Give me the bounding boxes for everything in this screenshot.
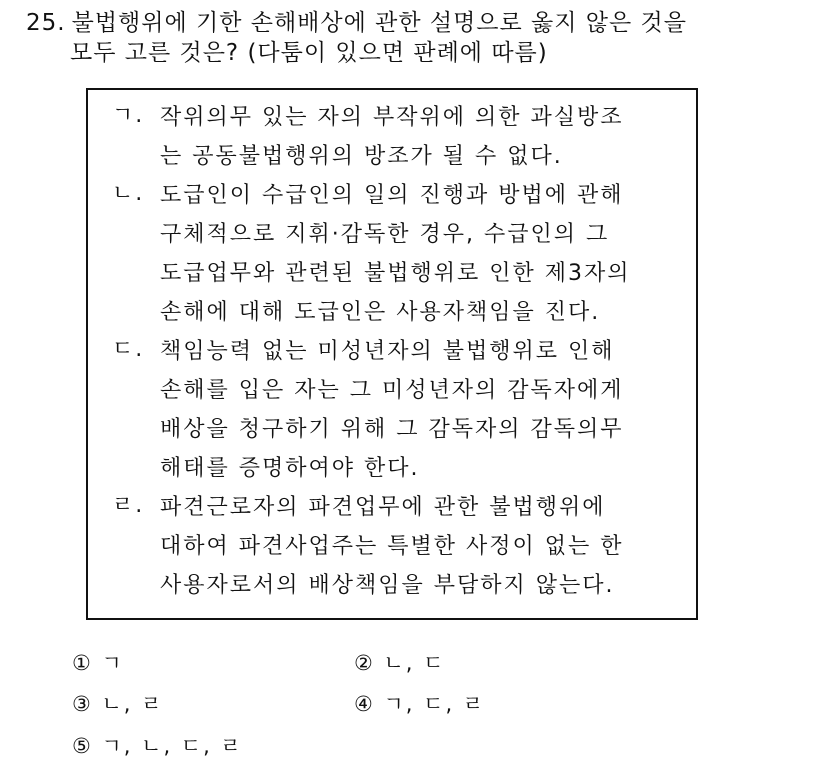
choice-text: ㄱ xyxy=(101,651,124,675)
statement-mark: ㄹ. xyxy=(112,493,145,518)
statement-item-b xyxy=(112,176,672,332)
statement-line: 손해를 입은 자는 그 미성년자의 감독자에게 xyxy=(160,378,624,403)
statement-item-a xyxy=(112,98,672,176)
choice-number: ① xyxy=(72,651,93,675)
question-number: 25. xyxy=(26,10,66,36)
choice-1[interactable] xyxy=(72,646,124,680)
question-line-1 xyxy=(26,8,806,38)
statement-mark: ㄴ. xyxy=(112,181,145,206)
question-line-2: 모두 고른 것은? (다툼이 있으면 판례에 따름) xyxy=(70,40,548,66)
statement-line: 사용자로서의 배상책임을 부담하지 않는다. xyxy=(160,573,615,598)
statement-line: 파견근로자의 파견업무에 관한 불법행위에 xyxy=(160,495,606,520)
choice-text: ㄴ, ㄷ xyxy=(383,651,446,675)
statement-line: 도급업무와 관련된 불법행위로 인한 제3자의 xyxy=(160,261,631,286)
statement-line: 대하여 파견사업주는 특별한 사정이 없는 한 xyxy=(160,534,624,559)
question-stem xyxy=(26,8,806,68)
statement-box xyxy=(86,88,698,620)
statement-line: 구체적으로 지휘·감독한 경우, 수급인의 그 xyxy=(160,222,610,247)
statement-mark: ㄷ. xyxy=(112,337,145,362)
choice-5[interactable] xyxy=(72,729,243,763)
statement-item-c xyxy=(112,332,672,488)
choice-text: ㄱ, ㄷ, ㄹ xyxy=(383,692,486,716)
choice-text: ㄴ, ㄹ xyxy=(101,692,164,716)
choice-2[interactable] xyxy=(354,646,445,680)
choice-3[interactable] xyxy=(72,687,163,721)
choice-4[interactable] xyxy=(354,687,485,721)
choice-number: ② xyxy=(354,651,375,675)
statement-line: 는 공동불법행위의 방조가 될 수 없다. xyxy=(160,144,563,169)
choice-number: ③ xyxy=(72,692,93,716)
statement-line: 배상을 청구하기 위해 그 감독자의 감독의무 xyxy=(160,417,624,442)
choice-number: ⑤ xyxy=(72,734,93,758)
statement-item-d xyxy=(112,488,672,605)
statement-line: 손해에 대해 도급인은 사용자책임을 진다. xyxy=(160,300,601,325)
choice-text: ㄱ, ㄴ, ㄷ, ㄹ xyxy=(101,734,243,758)
statement-line: 작위의무 있는 자의 부작위에 의한 과실방조 xyxy=(160,105,624,130)
choice-number: ④ xyxy=(354,692,375,716)
question-text-1: 불법행위에 기한 손해배상에 관한 설명으로 옳지 않은 것을 xyxy=(71,10,687,36)
statement-line: 책임능력 없는 미성년자의 불법행위로 인해 xyxy=(160,339,615,364)
statement-line: 해태를 증명하여야 한다. xyxy=(160,456,420,481)
statement-mark: ㄱ. xyxy=(112,103,145,128)
statement-line: 도급인이 수급인의 일의 진행과 방법에 관해 xyxy=(160,183,624,208)
